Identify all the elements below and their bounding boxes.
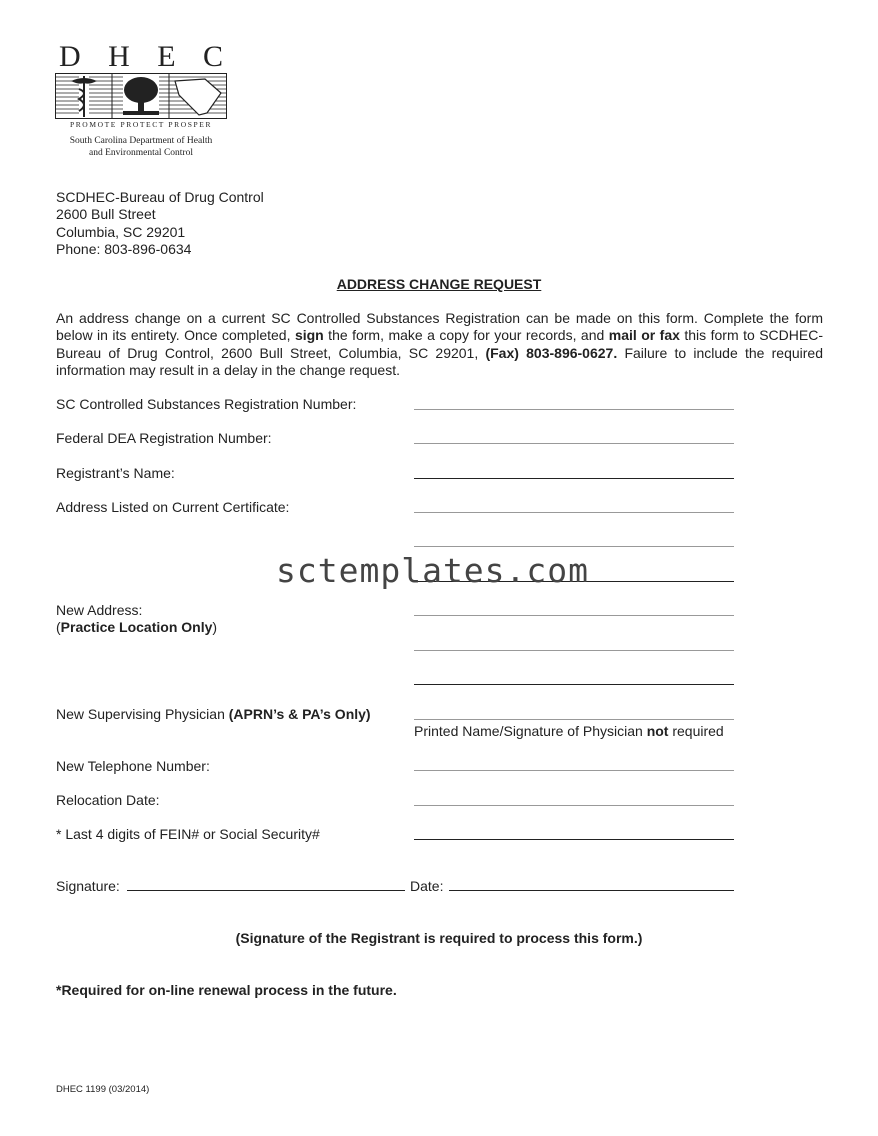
physician-hint-text: Printed Name/Signature of Physician	[414, 723, 647, 739]
phone-line: Phone: 803-896-0634	[56, 241, 192, 258]
tree-icon	[123, 75, 159, 117]
current-address-field-1[interactable]	[414, 512, 734, 513]
org-line-2: and Environmental Control	[89, 148, 193, 158]
instructions-paragraph	[56, 310, 823, 380]
physician-hint-bold: not	[646, 723, 669, 739]
signature-label: Signature:	[56, 878, 120, 894]
caduceus-icon	[71, 75, 97, 117]
mailing-address	[56, 189, 264, 259]
physician-label-text: New Supervising Physician	[56, 706, 229, 722]
south-carolina-map-icon	[175, 79, 221, 115]
supervising-physician-field[interactable]	[414, 719, 734, 720]
relocation-date-label: Relocation Date:	[56, 792, 160, 808]
current-address-field-2[interactable]	[414, 546, 734, 547]
new-address-field-2[interactable]	[414, 650, 734, 651]
form-title: ADDRESS CHANGE REQUEST	[336, 276, 542, 292]
logo-letter-h: H	[108, 40, 130, 73]
physician-hint-text: required	[668, 723, 724, 739]
intro-text: An address change on a current SC Controlled Substances Registration can be made on this form. Complete the form below in its entirety. Once completed,	[56, 310, 823, 344]
address-line: Columbia, SC 29201	[56, 223, 186, 240]
fein-ssn-label: * Last 4 digits of FEIN# or Social Security#	[56, 826, 320, 842]
logo-letters	[55, 40, 227, 74]
signature-notice: (Signature of the Registrant is required to process this form.)	[235, 930, 643, 946]
physician-label-note: (APRN’s & PA’s Only)	[228, 706, 371, 722]
intro-text: Failure to include the required information may result in a delay in the change request.	[56, 344, 824, 379]
new-address-note: (Practice Location Only)	[56, 619, 218, 635]
logo-letter-e: E	[157, 40, 176, 73]
logo-letter-d: D	[59, 40, 81, 73]
relocation-date-field[interactable]	[414, 805, 734, 806]
watermark: sctemplates.com	[276, 551, 590, 590]
new-address-note-bold: Practice Location Only	[60, 619, 213, 635]
required-footnote: *Required for on-line renewal process in the future.	[56, 982, 397, 998]
intro-text: the form, make a copy for your records, and	[323, 327, 609, 344]
logo-tagline: PROMOTE PROTECT PROSPER	[69, 120, 213, 129]
intro-bold-fax: (Fax) 803-896-0627.	[485, 344, 618, 361]
intro-bold-mail-fax: mail or fax	[608, 327, 680, 344]
signature-field[interactable]	[127, 890, 405, 891]
logo-letter-c: C	[202, 40, 223, 73]
intro-text: this form to SCDHEC-Bureau of Drug Control, 2600 Bull Street, Columbia, SC 29201,	[56, 327, 823, 361]
form-number: DHEC 1199 (03/2014)	[56, 1084, 150, 1095]
dea-registration-field[interactable]	[414, 443, 734, 444]
physician-hint	[414, 723, 724, 739]
telephone-label: New Telephone Number:	[56, 758, 210, 774]
current-address-label: Address Listed on Current Certificate:	[56, 499, 290, 515]
date-label: Date:	[410, 878, 444, 894]
telephone-field[interactable]	[414, 770, 734, 771]
new-address-label-text: New Address:	[56, 602, 143, 618]
registrant-name-field[interactable]	[414, 478, 734, 479]
address-line: SCDHEC-Bureau of Drug Control	[56, 189, 264, 205]
dea-registration-label: Federal DEA Registration Number:	[56, 430, 272, 446]
new-address-field-3[interactable]	[414, 684, 734, 685]
sc-registration-label: SC Controlled Substances Registration Number:	[56, 396, 357, 412]
intro-bold-sign: sign	[294, 327, 324, 344]
logo-organization	[55, 135, 227, 159]
org-line-1: South Carolina Department of Health	[69, 136, 213, 146]
new-address-label	[56, 602, 217, 636]
registrant-name-label: Registrant’s Name:	[56, 465, 175, 481]
address-line: 2600 Bull Street	[56, 206, 156, 223]
new-address-field-1[interactable]	[414, 615, 734, 616]
sc-registration-field[interactable]	[414, 409, 734, 410]
date-field[interactable]	[449, 890, 734, 891]
supervising-physician-label	[56, 706, 371, 723]
fein-ssn-field[interactable]	[414, 839, 734, 840]
dhec-logo-emblem	[55, 73, 227, 119]
